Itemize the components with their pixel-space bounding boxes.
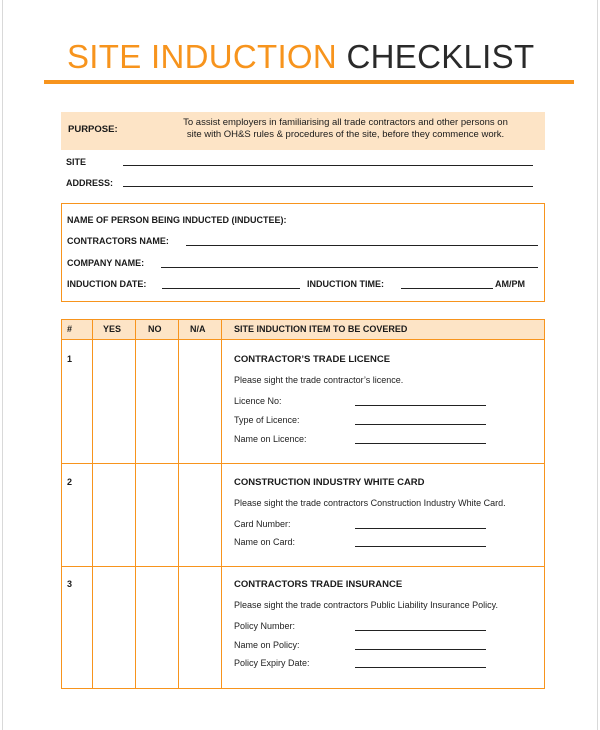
- induction-time-line[interactable]: [401, 288, 493, 289]
- item-title: CONTRACTORS TRADE INSURANCE: [234, 579, 403, 590]
- induction-date-line[interactable]: [162, 288, 300, 289]
- col-divider: [178, 320, 179, 688]
- inductee-name-label: NAME OF PERSON BEING INDUCTED (INDUCTEE):: [67, 215, 287, 225]
- item-description: Please sight the trade contractors Construction Industry White Card.: [234, 498, 506, 508]
- col-header-number: #: [67, 324, 73, 334]
- item-field-label: Name on Policy:: [234, 640, 300, 650]
- col-divider: [92, 320, 93, 688]
- col-header-yes: YES: [103, 324, 122, 334]
- col-divider: [135, 320, 136, 688]
- title-dark: CHECKLIST: [346, 38, 535, 75]
- item-field-line[interactable]: [355, 667, 486, 668]
- item-field-label: Licence No:: [234, 396, 282, 406]
- item-title: CONSTRUCTION INDUSTRY WHITE CARD: [234, 477, 425, 488]
- row-number: 3: [67, 579, 73, 589]
- purpose-line-2: site with OH&S rules & procedures of the site, before they commence work.: [186, 129, 505, 140]
- row-number: 2: [67, 477, 73, 487]
- item-field-line[interactable]: [355, 443, 486, 444]
- item-field-label: Policy Expiry Date:: [234, 658, 310, 668]
- induction-date-label: INDUCTION DATE:: [67, 279, 147, 289]
- item-field-label: Name on Licence:: [234, 434, 307, 444]
- purpose-label: PURPOSE:: [68, 124, 118, 135]
- item-description: Please sight the trade contractors Public Liability Insurance Policy.: [234, 600, 498, 610]
- contractors-name-line[interactable]: [186, 245, 538, 246]
- row-divider: [62, 463, 544, 464]
- col-divider: [221, 320, 222, 688]
- company-name-label: COMPANY NAME:: [67, 258, 145, 268]
- inductee-panel: [61, 203, 545, 302]
- item-field-label: Card Number:: [234, 519, 291, 529]
- induction-time-label: INDUCTION TIME:: [307, 279, 384, 289]
- induction-items-table: [61, 319, 545, 689]
- company-name-line[interactable]: [161, 267, 538, 268]
- item-field-line[interactable]: [355, 649, 486, 650]
- col-header-na: N/A: [190, 324, 206, 334]
- purpose-text: [153, 117, 538, 141]
- item-field-label: Name on Card:: [234, 537, 296, 547]
- title-accent: SITE INDUCTION: [67, 38, 338, 75]
- item-field-line[interactable]: [355, 528, 486, 529]
- item-title: CONTRACTOR’S TRADE LICENCE: [234, 354, 391, 365]
- address-input-line[interactable]: [123, 186, 533, 187]
- item-field-label: Type of Licence:: [234, 415, 300, 425]
- col-header-item: SITE INDUCTION ITEM TO BE COVERED: [234, 324, 408, 334]
- am-pm-label: AM/PM: [495, 279, 525, 289]
- site-input-line[interactable]: [123, 165, 533, 166]
- row-number: 1: [67, 354, 73, 364]
- purpose-line-1: To assist employers in familiarising all trade contractors and other persons on: [183, 117, 508, 128]
- col-header-no: NO: [148, 324, 162, 334]
- purpose-panel: [61, 112, 545, 150]
- item-field-label: Policy Number:: [234, 621, 296, 631]
- item-field-line[interactable]: [355, 546, 486, 547]
- address-label: ADDRESS:: [66, 178, 114, 188]
- item-field-line[interactable]: [355, 405, 486, 406]
- item-description: Please sight the trade contractor’s licence.: [234, 375, 404, 385]
- contractors-name-label: CONTRACTORS NAME:: [67, 236, 169, 246]
- item-field-line[interactable]: [355, 424, 486, 425]
- title-divider: [44, 80, 574, 84]
- row-divider: [62, 566, 544, 567]
- checklist-page: [2, 0, 598, 730]
- page-title: [67, 38, 534, 76]
- item-field-line[interactable]: [355, 630, 486, 631]
- site-label: SITE: [66, 157, 87, 167]
